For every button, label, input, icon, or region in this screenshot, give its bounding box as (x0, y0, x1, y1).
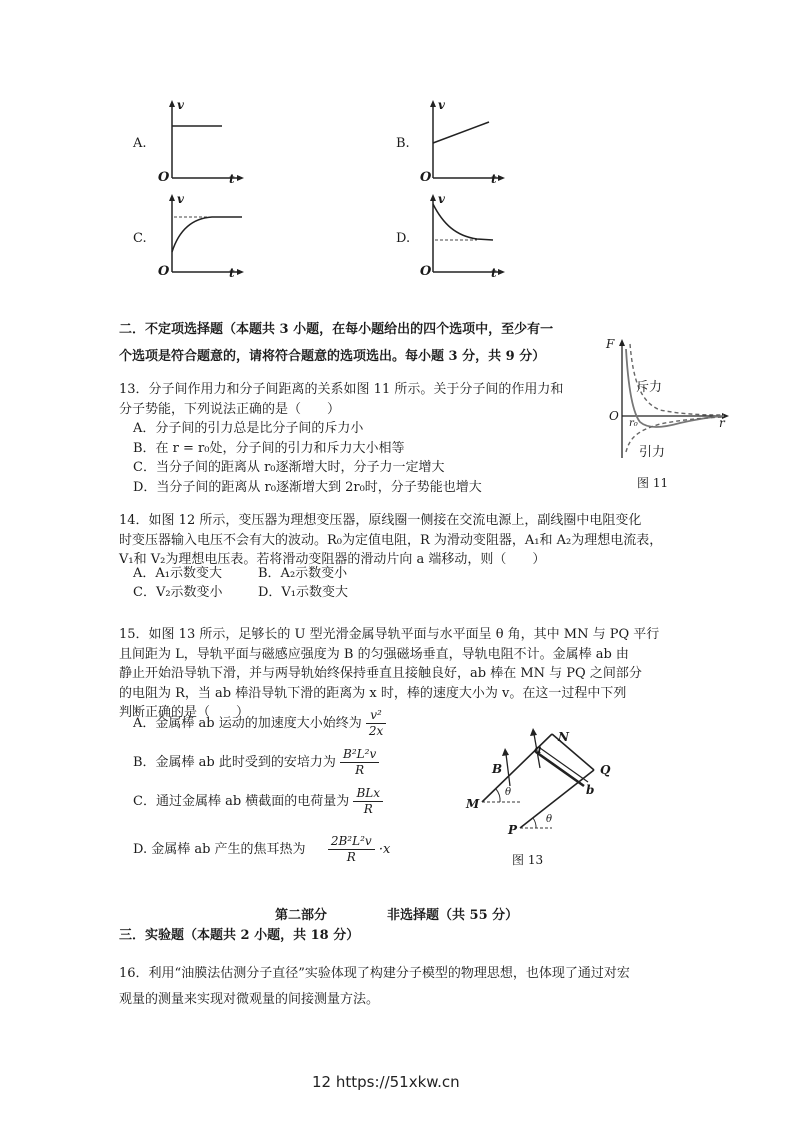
fig13-m-label: M (466, 797, 480, 811)
option-a-label: A. (133, 136, 147, 151)
graph-a-v-label: v (177, 98, 184, 112)
fig13-theta-p-label: θ (546, 814, 553, 825)
fig13-b-label: B (492, 762, 503, 776)
q14-option-c: C．V₂示数变小 (133, 585, 223, 600)
q15-stem-line3: 静止开始沿导轨下滑，并与两导轨始终保持垂直且接触良好，ab 棒在 MN 与 PQ 之间部分 (119, 666, 642, 681)
graph-a-origin-label: O (158, 170, 170, 185)
q15-option-c-fraction (353, 786, 383, 817)
question-13 (119, 380, 563, 497)
q15-option-a-numerator: v² (366, 708, 386, 724)
q13-option-b: B．在 r = r₀处，分子间的引力和斥力大小相等 (133, 440, 405, 456)
fig13-n-label: N (558, 730, 569, 744)
part-2-subtitle: 非选择题（共 55 分） (387, 908, 519, 923)
graph-c-t-label: t (229, 266, 235, 280)
fig13-theta-m-label: θ (505, 787, 512, 798)
graph-d (421, 192, 511, 286)
q13-stem-line2: 分子势能，下列说法正确的是（ ） (119, 401, 341, 417)
graph-b-v-label: v (438, 98, 445, 112)
section-2-heading-line1: 二．不定项选择题（本题共 3 小题，在每小题给出的四个选项中，至少有一 (119, 322, 554, 337)
graph-c (160, 192, 250, 286)
graph-b (421, 98, 511, 192)
q15-option-a (133, 708, 386, 739)
q14-option-b: B．A₂示数变小 (258, 566, 348, 581)
section-2-heading-line2: 个选项是符合题意的，请将符合题意的选项选出。每小题 3 分，共 9 分） (119, 349, 546, 364)
question-16 (119, 961, 630, 1013)
fig13-caption: 图 13 (512, 853, 544, 867)
graph-b-origin-label: O (420, 170, 432, 185)
q13-stem-line1: 13．分子间作用力和分子间距离的关系如图 11 所示。关于分子间的作用力和 (119, 382, 564, 397)
q14-stem-line3: V₁和 V₂为理想电压表。若将滑动变阻器的滑动片向 a 端移动，则（ ） (119, 552, 546, 567)
q14-stem-line2: 时变压器输入电压不会有大的波动。R₀为定值电阻，R 为滑动变阻器，A₁和 A₂为理想电流表， (119, 532, 663, 548)
q14-stem-line1: 14．如图 12 所示，变压器为理想变压器，原线圈一侧接在交流电源上，副线圈中电阻变化 (119, 513, 642, 528)
graph-a (160, 98, 250, 192)
graph-d-v-label: v (438, 192, 445, 206)
q15-option-c-text: C．通过金属棒 ab 横截面的电荷量为 (133, 794, 350, 809)
fig11-repulsion-label: 斥力 (636, 380, 663, 395)
option-b-label: B. (396, 136, 410, 151)
section-3-heading: 三．实验题（本题共 2 小题，共 18 分） (119, 928, 360, 943)
q15-stem-line5: 判断正确的是（ ） (119, 705, 250, 720)
figure-11 (600, 334, 740, 468)
fig11-f-label: F (606, 337, 615, 351)
q15-option-b-denominator: R (355, 763, 365, 777)
fig11-attraction-label: 引力 (639, 445, 666, 460)
fig11-r-label: r (719, 416, 725, 430)
q15-option-a-text: A．金属棒 ab 运动的加速度大小始终为 (133, 716, 362, 731)
q15-option-d (133, 834, 390, 865)
q13-option-c: C．当分子间的距离从 r₀逐渐增大时，分子力一定增大 (133, 460, 445, 475)
q15-option-c (133, 786, 383, 817)
question-14 (119, 511, 662, 570)
option-c-label: C. (133, 231, 147, 246)
q15-stem-line1: 15．如图 13 所示，足够长的 U 型光滑金属导轨平面与水平面呈 θ 角，其中 MN 与 PQ 平行 (119, 627, 660, 642)
q15-option-d-numerator: 2B²L²v (328, 834, 375, 850)
q15-option-c-numerator: BLx (353, 786, 383, 802)
q15-option-d-fraction (328, 834, 375, 865)
fig13-q-label: Q (600, 763, 611, 777)
graph-d-t-label: t (491, 266, 497, 280)
q15-option-b-numerator: B²L²v (340, 747, 379, 763)
q14-option-d: D．V₁示数变大 (258, 585, 349, 600)
graph-d-origin-label: O (420, 264, 432, 279)
q15-stem-line2: 且间距为 L，导轨平面与磁感应强度为 B 的匀强磁场垂直，导轨电阻不计。金属棒 ab 由 (119, 646, 629, 662)
q13-option-a: A．分子间的引力总是比分子间的斥力小 (133, 421, 364, 436)
q15-option-d-denominator: R (346, 850, 356, 864)
fig13-a-label: a (534, 742, 542, 756)
q15-option-a-fraction (366, 708, 386, 739)
fig11-origin-label: O (609, 409, 619, 423)
q13-option-d: D．当分子间的距离从 r₀逐渐增大到 2r₀时，分子势能也增大 (133, 479, 482, 495)
part-2-title: 第二部分 (275, 908, 328, 923)
q15-option-a-denominator: 2x (368, 724, 384, 738)
q15-option-c-denominator: R (363, 802, 373, 816)
graph-c-v-label: v (177, 192, 184, 206)
fig11-r0-label: r₀ (629, 418, 638, 429)
figure-13 (460, 720, 630, 849)
fig13-b-end-label: b (586, 783, 595, 797)
graph-a-t-label: t (229, 172, 235, 186)
fig13-p-label: P (508, 823, 518, 837)
q15-option-b-fraction (340, 747, 379, 778)
q15-option-b (133, 747, 379, 778)
q16-line2: 观量的测量来实现对微观量的间接测量方法。 (119, 992, 380, 1007)
q15-stem-line4: 的电阻为 R，当 ab 棒沿导轨下滑的距离为 x 时，棒的速度大小为 v。在这一过程中下列 (119, 685, 627, 701)
graph-b-t-label: t (491, 172, 497, 186)
q14-option-a: A．A₁示数变大 (133, 566, 222, 581)
graph-c-origin-label: O (158, 264, 170, 279)
q15-option-d-tail: ·x (378, 842, 391, 857)
q15-option-b-text: B．金属棒 ab 此时受到的安培力为 (133, 755, 336, 770)
q15-option-d-text: D. 金属棒 ab 产生的焦耳热为 (133, 842, 306, 857)
fig11-caption: 图 11 (637, 476, 669, 490)
page-footer: 12 https://51xkw.cn (312, 1073, 460, 1091)
option-d-label: D. (396, 231, 411, 246)
q16-line1: 16．利用“油膜法估测分子直径”实验体现了构建分子模型的物理思想，也体现了通过对宏 (119, 966, 630, 981)
